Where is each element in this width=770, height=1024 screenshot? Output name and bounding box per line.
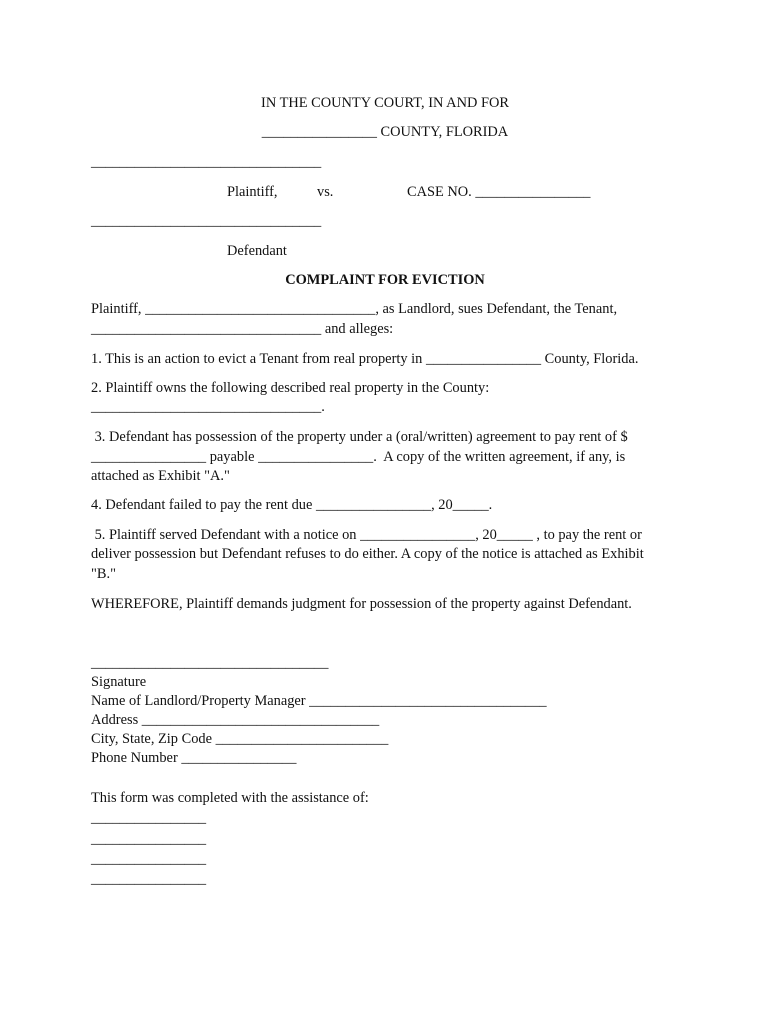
allegation-2-line-1: 2. Plaintiff owns the following described real property in the County: [91, 380, 490, 396]
allegation-1: 1. This is an action to evict a Tenant from real property in ________________ County, Florida. [91, 351, 639, 367]
defendant-name-blank: ________________________________ [91, 213, 322, 229]
address-line: Address _________________________________ [91, 712, 380, 728]
allegation-2-line-2: ________________________________. [91, 399, 325, 415]
allegation-3-line-3: attached as Exhibit "A." [91, 468, 230, 484]
assistance-blank-2: ________________ [91, 831, 207, 847]
county-heading: ________________ COUNTY, FLORIDA [261, 124, 509, 140]
intro-line-1: Plaintiff, ________________________________, as Landlord, sues Defendant, the Tenant, [91, 301, 618, 317]
city-state-zip-line: City, State, Zip Code ________________________ [91, 731, 389, 747]
signature-label: Signature [91, 674, 147, 690]
intro-line-2: ________________________________ and alleges: [91, 321, 394, 337]
allegation-5-line-1: 5. Plaintiff served Defendant with a notice on ________________, 20_____ , to pay the rent or [91, 527, 642, 543]
assistance-blank-3: ________________ [91, 851, 207, 867]
signature-blank: _________________________________ [91, 655, 329, 671]
allegation-3-line-1: 3. Defendant has possession of the property under a (oral/written) agreement to pay rent of $ [91, 429, 628, 445]
court-heading: IN THE COUNTY COURT, IN AND FOR [261, 95, 509, 111]
allegation-5-line-3: "B." [91, 566, 116, 582]
allegation-4: 4. Defendant failed to pay the rent due ________________, 20_____. [91, 497, 493, 513]
document-title: COMPLAINT FOR EVICTION [285, 272, 485, 288]
plaintiff-name-blank: ________________________________ [91, 154, 322, 170]
allegation-3-line-2: ________________ payable ________________. A copy of the written agreement, if any, is [91, 449, 626, 465]
phone-number-line: Phone Number ________________ [91, 750, 297, 766]
wherefore-clause: WHEREFORE, Plaintiff demands judgment for possession of the property against Defendant. [91, 596, 632, 612]
landlord-name-line: Name of Landlord/Property Manager _________________________________ [91, 693, 547, 709]
versus-label: vs. [317, 184, 334, 200]
allegation-5-line-2: deliver possession but Defendant refuses to do either. A copy of the notice is attached as Exhibit [91, 546, 644, 562]
assistance-blank-4: ________________ [91, 871, 207, 887]
case-number: CASE NO. ________________ [407, 184, 591, 200]
assistance-blank-1: ________________ [91, 810, 207, 826]
assistance-label: This form was completed with the assistance of: [91, 790, 369, 806]
defendant-label: Defendant [227, 243, 287, 259]
plaintiff-label: Plaintiff, [227, 184, 278, 200]
